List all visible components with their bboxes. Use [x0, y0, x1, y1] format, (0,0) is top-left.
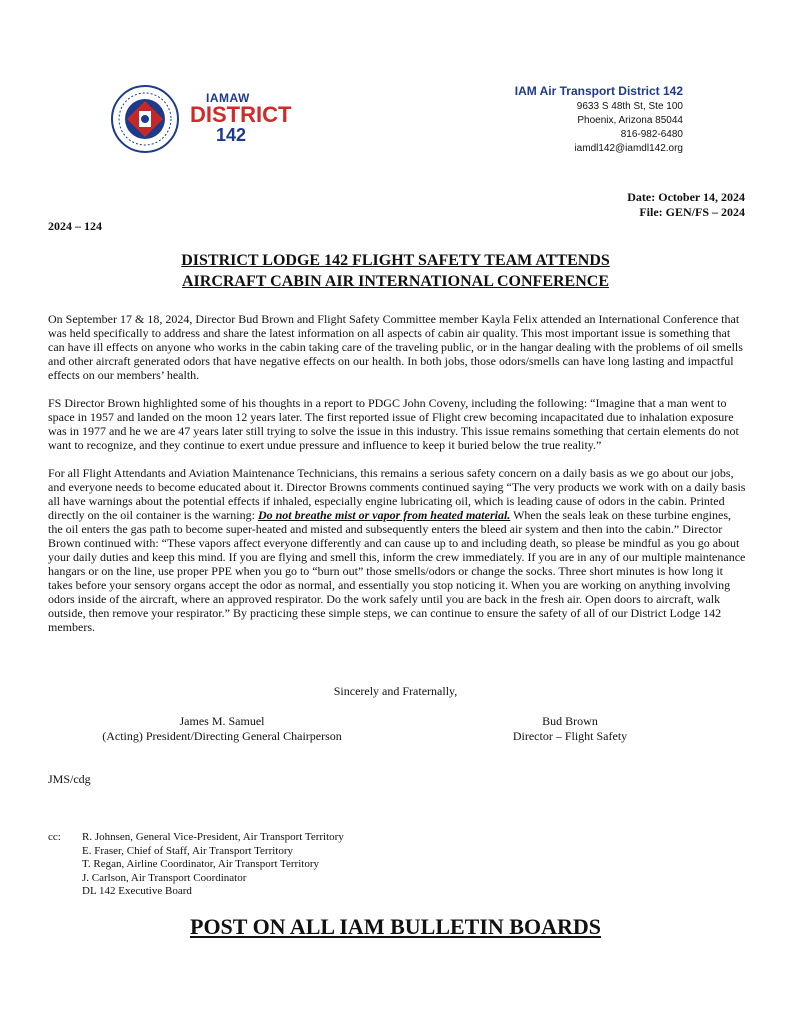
signer-left-name: James M. Samuel [179, 714, 265, 728]
file-ref: File: GEN/FS – 2024 [639, 205, 745, 219]
letterhead-address [515, 84, 683, 156]
signer-right-name: Bud Brown [542, 714, 598, 728]
date-block [627, 190, 745, 220]
cc-label: cc: [48, 831, 61, 843]
salutation: Sincerely and Fraternally, [333, 684, 458, 698]
typist-initials: JMS/cdg [48, 772, 91, 786]
paragraph-3-part-b: When the seals leak on these turbine engines, the oil enters the gas path to become super-heated and misted and subsequently enters the bleed air system and then into the cabin.” Director Brown continued with: “These vapors affect everyone differently and can cause up to and including death, so please be mindful as you go about your daily duties and keep this mind. If you are flying and smell this, inform the crew immediately. If you are in any of our multiple maintenance hangars or on the line, use proper PPE when you go to “burn out” those smells/odors or change the socks. Three short minutes is how long it takes before your sensory organs accept the odor as normal, and essentially you stop noticing it. When you are working on anything involving odors inside of the aircraft, where an approved respirator. Do the work safely until you are back in the fresh air. Open doors to aircraft, walk outside, then remove your respirator.” By practicing these simple steps, we can continue to ensure the safety of all of our District Lodge 142 members. [48, 508, 746, 634]
bulletin-notice: POST ON ALL IAM BULLETIN BOARDS [190, 914, 601, 939]
signature-right [470, 714, 670, 744]
signer-right-title: Director – Flight Safety [512, 729, 628, 743]
logo-line-number: 142 [216, 125, 247, 145]
oil-warning-text: Do not breathe mist or vapor from heated material. [257, 508, 511, 522]
paragraph-3 [48, 466, 748, 634]
date: Date: October 14, 2024 [627, 190, 745, 204]
email: iamdl142@iamdl142.org [574, 143, 683, 154]
logo-line-iamaw: IAMAW [206, 91, 250, 105]
paragraph-3-part-a: For all Flight Attendants and Aviation Maintenance Technicians, this remains a serious safety concern on a daily basis as we go about our jobs, and everyone needs to become educated about it. Director Browns comments continued saying “The very products we work with on a daily basis all have warnings about the potential effects if inhaled, especially engine lubricating oil, which is leading cause of odors in the cabin. Printed directly on the oil container is the warning: [48, 466, 746, 522]
title-line1: DISTRICT LODGE 142 FLIGHT SAFETY TEAM ATTENDS [181, 252, 610, 269]
iam-seal-icon [110, 84, 180, 154]
address-line2: Phoenix, Arizona 85044 [577, 115, 683, 126]
phone: 816-982-6480 [620, 129, 683, 140]
letter-body [48, 312, 748, 648]
letter-title [0, 250, 791, 292]
signer-left-title: (Acting) President/Directing General Chairperson [102, 729, 342, 743]
cc-list [82, 831, 344, 899]
paragraph-1: On September 17 & 18, 2024, Director Bud Brown and Flight Safety Committee member Kayla Felix attended an International Conference that was held specifically to address and share the latest information on all aspects of cabin air quality. This most important issue is something that can have ill effects on anyone who works in the cabin taking care of the traveling public, or in the hangar dealing with the problems of oil smells and other aircraft generated odors that have negative effects on our health. In both jobs, those odors/smells can have long lasting and impactful effects on our members’ health. [48, 312, 743, 382]
org-name: IAM Air Transport District 142 [514, 84, 683, 98]
logo-wordmark [190, 92, 291, 144]
title-line2: AIRCRAFT CABIN AIR INTERNATIONAL CONFERENCE [181, 273, 610, 290]
cc-recipient: J. Carlson, Air Transport Coordinator [82, 871, 247, 884]
reference-number: 2024 – 124 [48, 219, 102, 233]
cc-recipient: R. Johnsen, General Vice-President, Air Transport Territory [82, 831, 344, 843]
cc-recipient: DL 142 Executive Board [82, 885, 192, 897]
signature-left [92, 714, 352, 744]
cc-recipient: T. Regan, Airline Coordinator, Air Transport Territory [82, 858, 319, 870]
address-line1: 9633 S 48th St, Ste 100 [576, 101, 683, 112]
cc-recipient: E. Fraser, Chief of Staff, Air Transport Territory [82, 844, 294, 857]
logo-line-district: DISTRICT [190, 102, 292, 127]
paragraph-2: FS Director Brown highlighted some of his thoughts in a report to PDGC John Coveny, including the following: “Imagine that a man went to space in 1957 and landed on the moon 12 years later. The first reported issue of Flight crew becoming incapacitated due to inhalation exposure was in 1977 and he we are 47 years later still trying to solve the issue in this industry. This issue remains something that certain elements do not want to recognize, and they continue to exert undue pressure and influence to keep it buried below the true reality.” [48, 396, 739, 452]
